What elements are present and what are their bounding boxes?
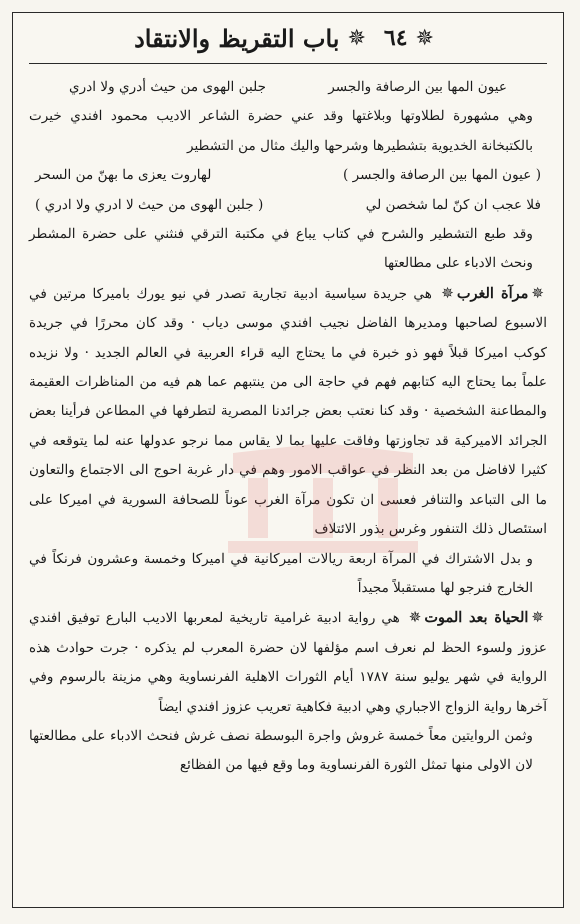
verse-line bbox=[29, 161, 547, 190]
verse-hemistich: لهاروت يعزى ما بهنّ من السحر bbox=[35, 167, 212, 184]
ornament-star-icon: ✵ bbox=[415, 25, 434, 51]
page-number: ٦٤ bbox=[383, 25, 408, 51]
review-text: هي رواية ادبية غرامية تاريخية لمعربها الاديب البارع توفيق افندي عزوز ولسوء الحظ لم نعرف اسم مؤلفها لان حضرة المعرب لم يذكره · جرت حوادث هذه الرواية في شهر يوليو سنة ١٧٨٧ أيام الثورات الاهلية الفرنساوية وهي مزينة بالرسوم وفي آخرها رواية الزواج الاجباري وهي ادبية فكاهية تعريب عزوز افندي ايضاً bbox=[29, 610, 547, 715]
verse-hemistich: عيون المها بين الرصافة والجسر bbox=[328, 79, 507, 95]
verse-hemistich: جلبن الهوى من حيث أدري ولا ادري bbox=[69, 79, 266, 95]
paragraph: وثمن الروايتين معاً خمسة غروش واجرة البوسطة نصف غرش فنحث الادباء على مطالعتها لان الاولى منها تمثل الثورة الفرنساوية وما وقع فيها من الفظائع bbox=[29, 727, 533, 774]
page-frame bbox=[12, 12, 564, 908]
paragraph: و بدل الاشتراك في المرآة اربعة ريالات اميركانية في اميركا وخمسة وعشرون فرنكاً في الخارج فنرجو لها مستقبلاً مجيداً bbox=[29, 550, 533, 596]
verse-hemistich: ( جلبن الهوى من حيث لا ادري ولا ادري ) bbox=[35, 196, 264, 213]
review-heading: الحياة بعد الموت bbox=[424, 609, 529, 627]
article-body bbox=[29, 73, 547, 895]
verse-hemistich: ( عيون المها بين الرصافة والجسر ) bbox=[343, 167, 541, 184]
ornament-star-icon: ✵ bbox=[441, 283, 454, 302]
page-header bbox=[29, 13, 547, 64]
ornament-star-icon: ✵ bbox=[531, 283, 544, 302]
ornament-star-icon: ✵ bbox=[347, 25, 366, 51]
verse-line bbox=[29, 191, 547, 220]
verse-hemistich: فلا عجب ان كنّ لما شخصن لي bbox=[365, 196, 541, 213]
review-text: هي جريدة سياسية ادبية تجارية تصدر في نيو يورك باميركا مرتين في الاسبوع لصاحبها ومديرها الفاضل نجيب افندي موسى دياب · وقد كان محررًا في جريدة كوكب اميركا قبلاً فهو ذو خبرة في ما يحتاج اليه قراء العربية في العالم الجديد · ولا نزيده علماً بما يحتاج اليه كتابهم فهم في حاجة الى من ينتبهم عما هم فيه من المناظرات العقيمة والمطاعنة الشخصية · وقد كنا نعتب بعض جرائدنا المصرية لتطرفها في المطاعن فرأينا بعض الجرائد الاميركية قد تجاوزتها وفاقت عليها بما لا يقاس مما نرجو عدولها عنه لما يتوقعه في كثيرا لافاضل من بعد النظر في عواقب الامور وهم في دار غربة احوج الى الاجتماع والتعاون ما الى التباعد والتنافر فعسى ان تكون مرآة الغرب عوناً للصحافة السورية في اميركا على استئصال ذلك التنفور وغرس بذور الائتلاف bbox=[29, 285, 547, 538]
ornament-star-icon: ✵ bbox=[531, 608, 544, 627]
ornament-star-icon: ✵ bbox=[408, 608, 422, 627]
paragraph: وهي مشهورة لطلاوتها وبلاغتها وقد عني حضرة الشاعر الاديب محمود افندي خيرت بالكتبخانة الخديوية بتشطيرها وشرحها واليك مثال من التشطير bbox=[29, 108, 533, 154]
review-life-after-death bbox=[29, 603, 547, 722]
review-mirror-of-the-west bbox=[29, 279, 547, 545]
section-title: باب التقريظ والانتقاد bbox=[134, 23, 340, 53]
review-heading: مرآة الغرب bbox=[456, 284, 529, 302]
verse-line bbox=[29, 73, 547, 102]
paragraph: وقد طبع التشطير والشرح في كتاب يباع في مكتبة الترقي فنثني على حضرة المشطر ونحث الادباء على مطالعتها bbox=[29, 226, 533, 272]
